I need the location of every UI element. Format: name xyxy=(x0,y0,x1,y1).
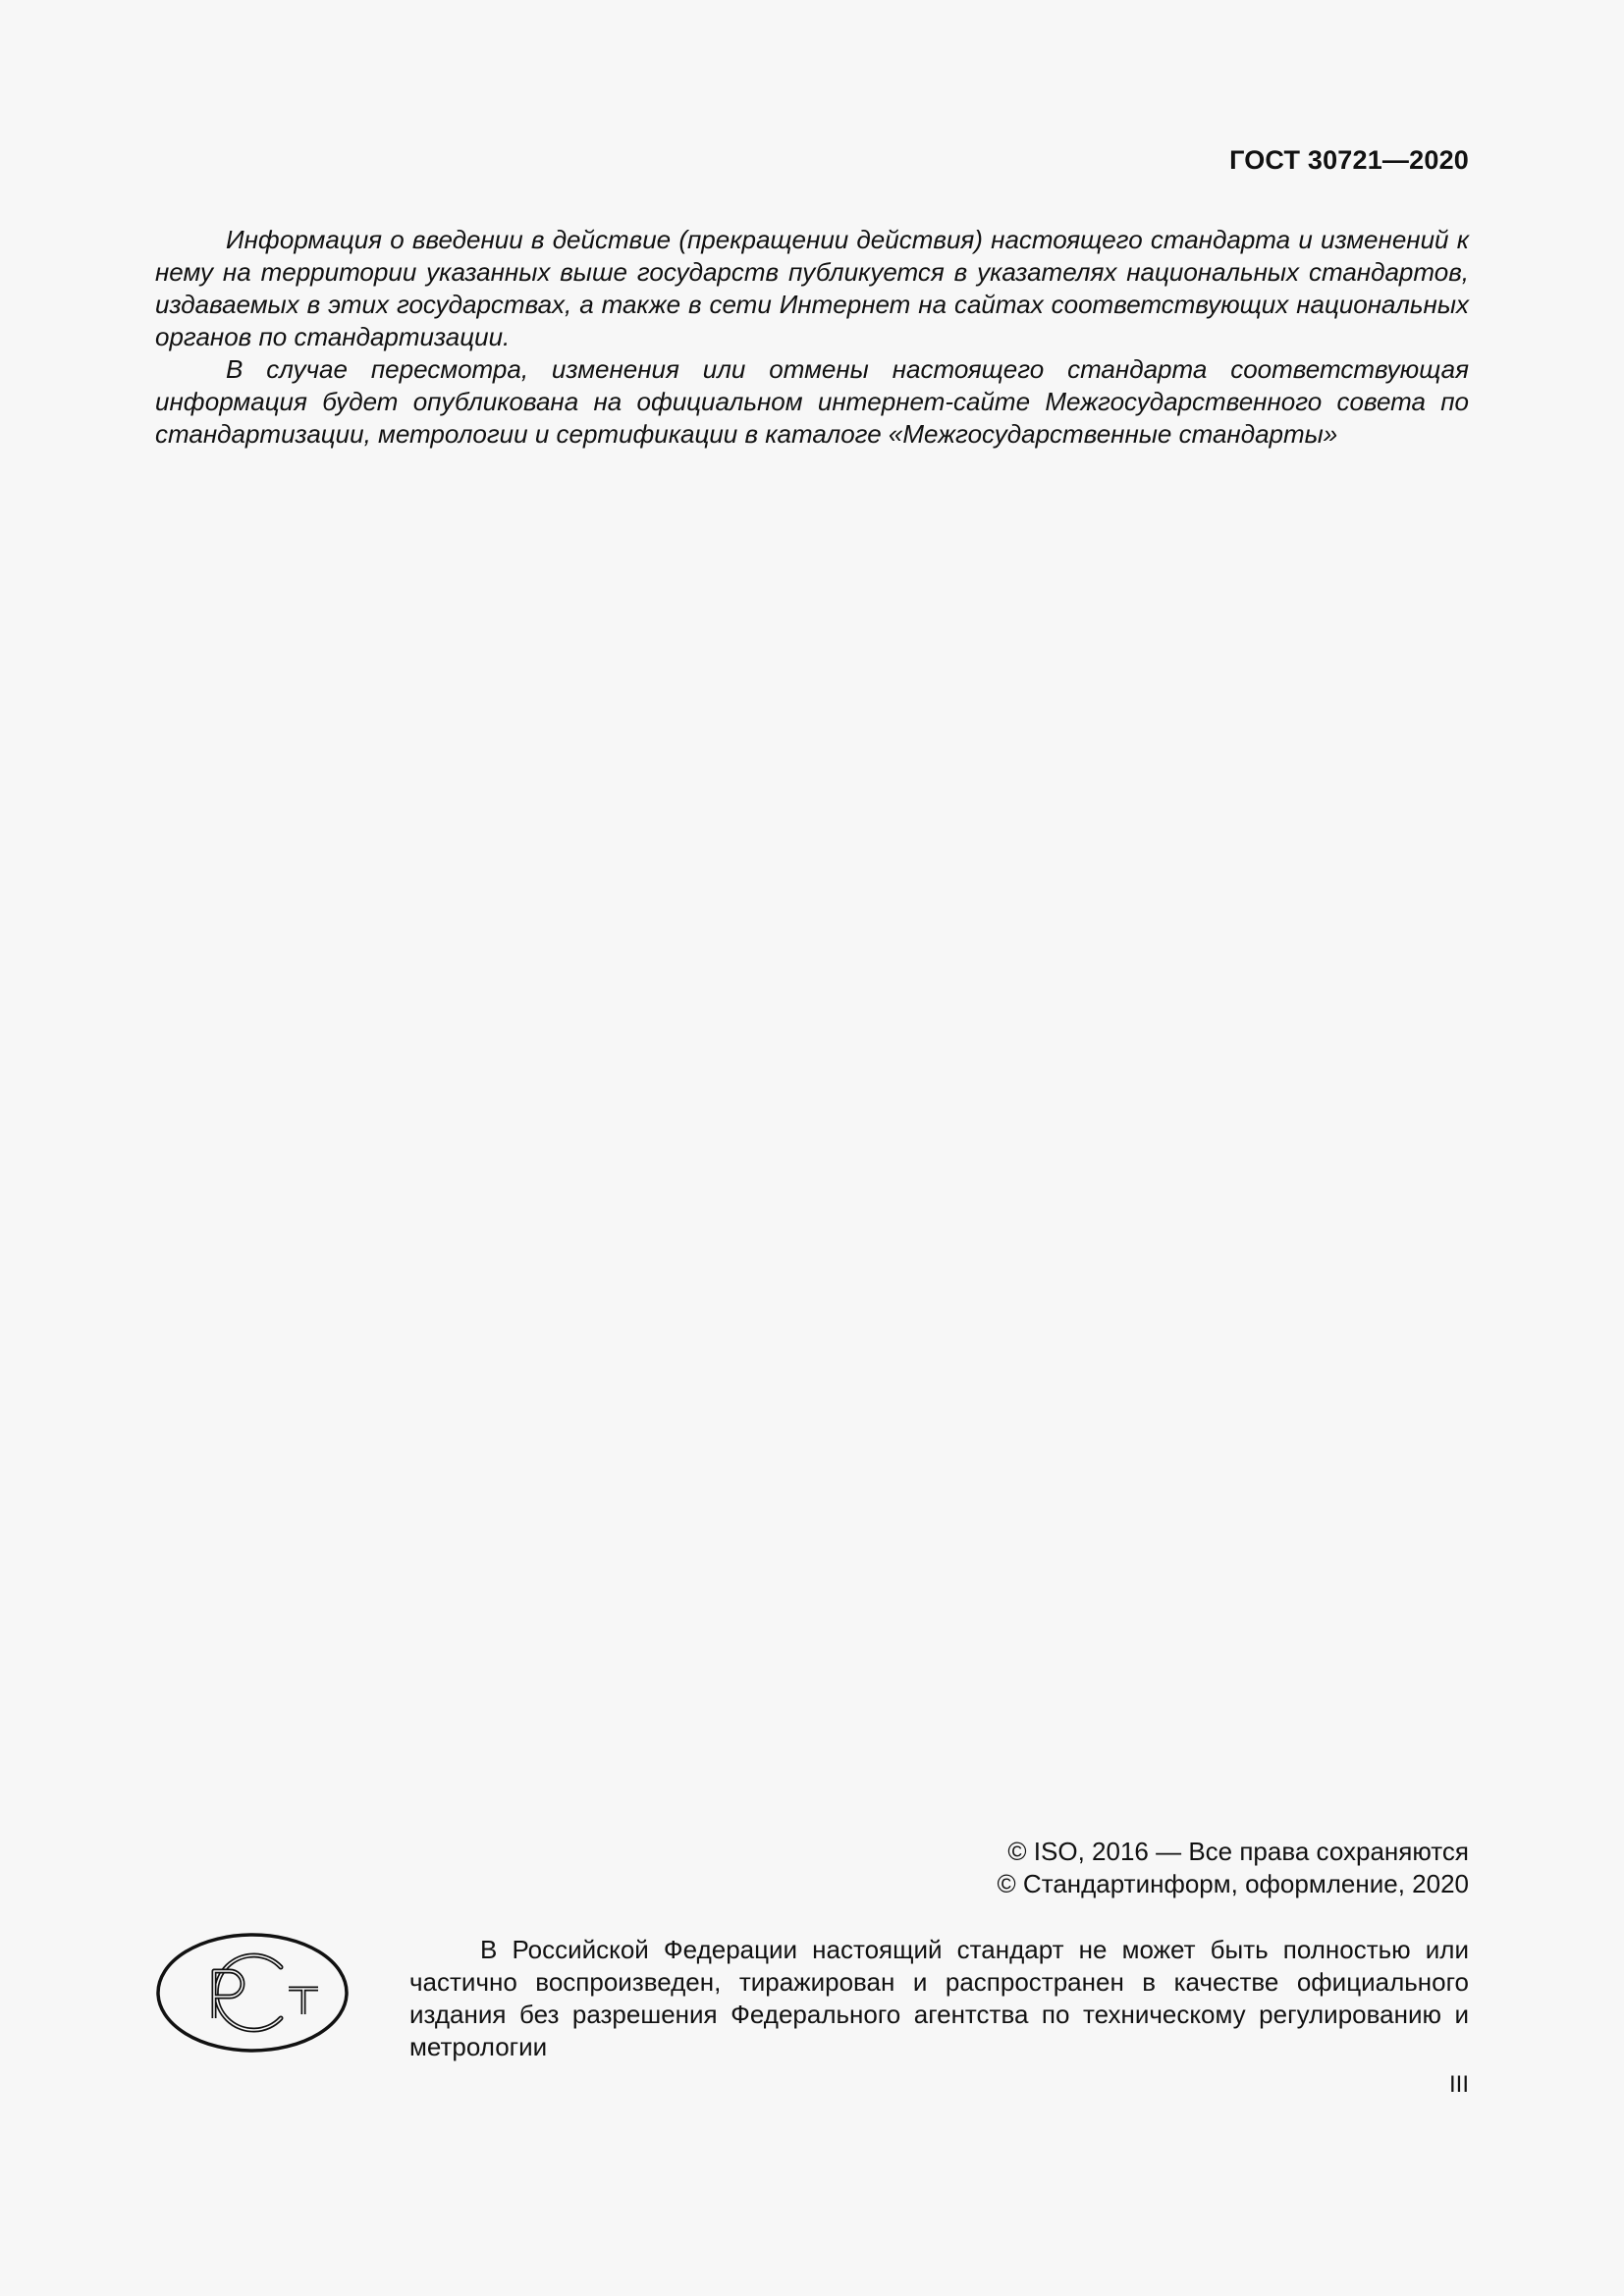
rst-logo-icon xyxy=(155,1932,350,2054)
copyright-block xyxy=(998,1836,1469,1900)
copyright-standartinform: © Стандартинформ, оформление, 2020 xyxy=(997,1869,1469,1898)
document-id: ГОСТ 30721—2020 xyxy=(1229,145,1469,175)
intro-paragraph-1: Информация о введении в действие (прекращении действия) настоящего стандарта и изменений к нему на территории указанных выше государств публикуется в указателях национальных стандартов, издаваемых в этих государствах, а также в сети Интернет на сайтах соответствующих национальных органов по стандартизации. xyxy=(155,225,1469,351)
page-number: III xyxy=(1448,2071,1469,2098)
copyright-iso: © ISO, 2016 — Все права сохраняются xyxy=(1007,1837,1469,1866)
intro-text xyxy=(155,224,1469,451)
rights-notice xyxy=(409,1934,1469,2063)
rights-paragraph: В Российской Федерации настоящий стандарт не может быть полностью или частично воспроизведен, тиражирован и распространен в качестве официального издания без разрешения Федерального агентства по техническому регулированию и метрологии xyxy=(409,1935,1469,2061)
rst-logo-svg xyxy=(155,1932,350,2054)
intro-paragraph-2: В случае пересмотра, изменения или отмены настоящего стандарта соответствующая информация будет опубликована на официальном интернет-сайте Межгосударственного совета по стандартизации, метрологии и сертификации в каталоге «Межгосударственные стандарты» xyxy=(155,354,1469,449)
